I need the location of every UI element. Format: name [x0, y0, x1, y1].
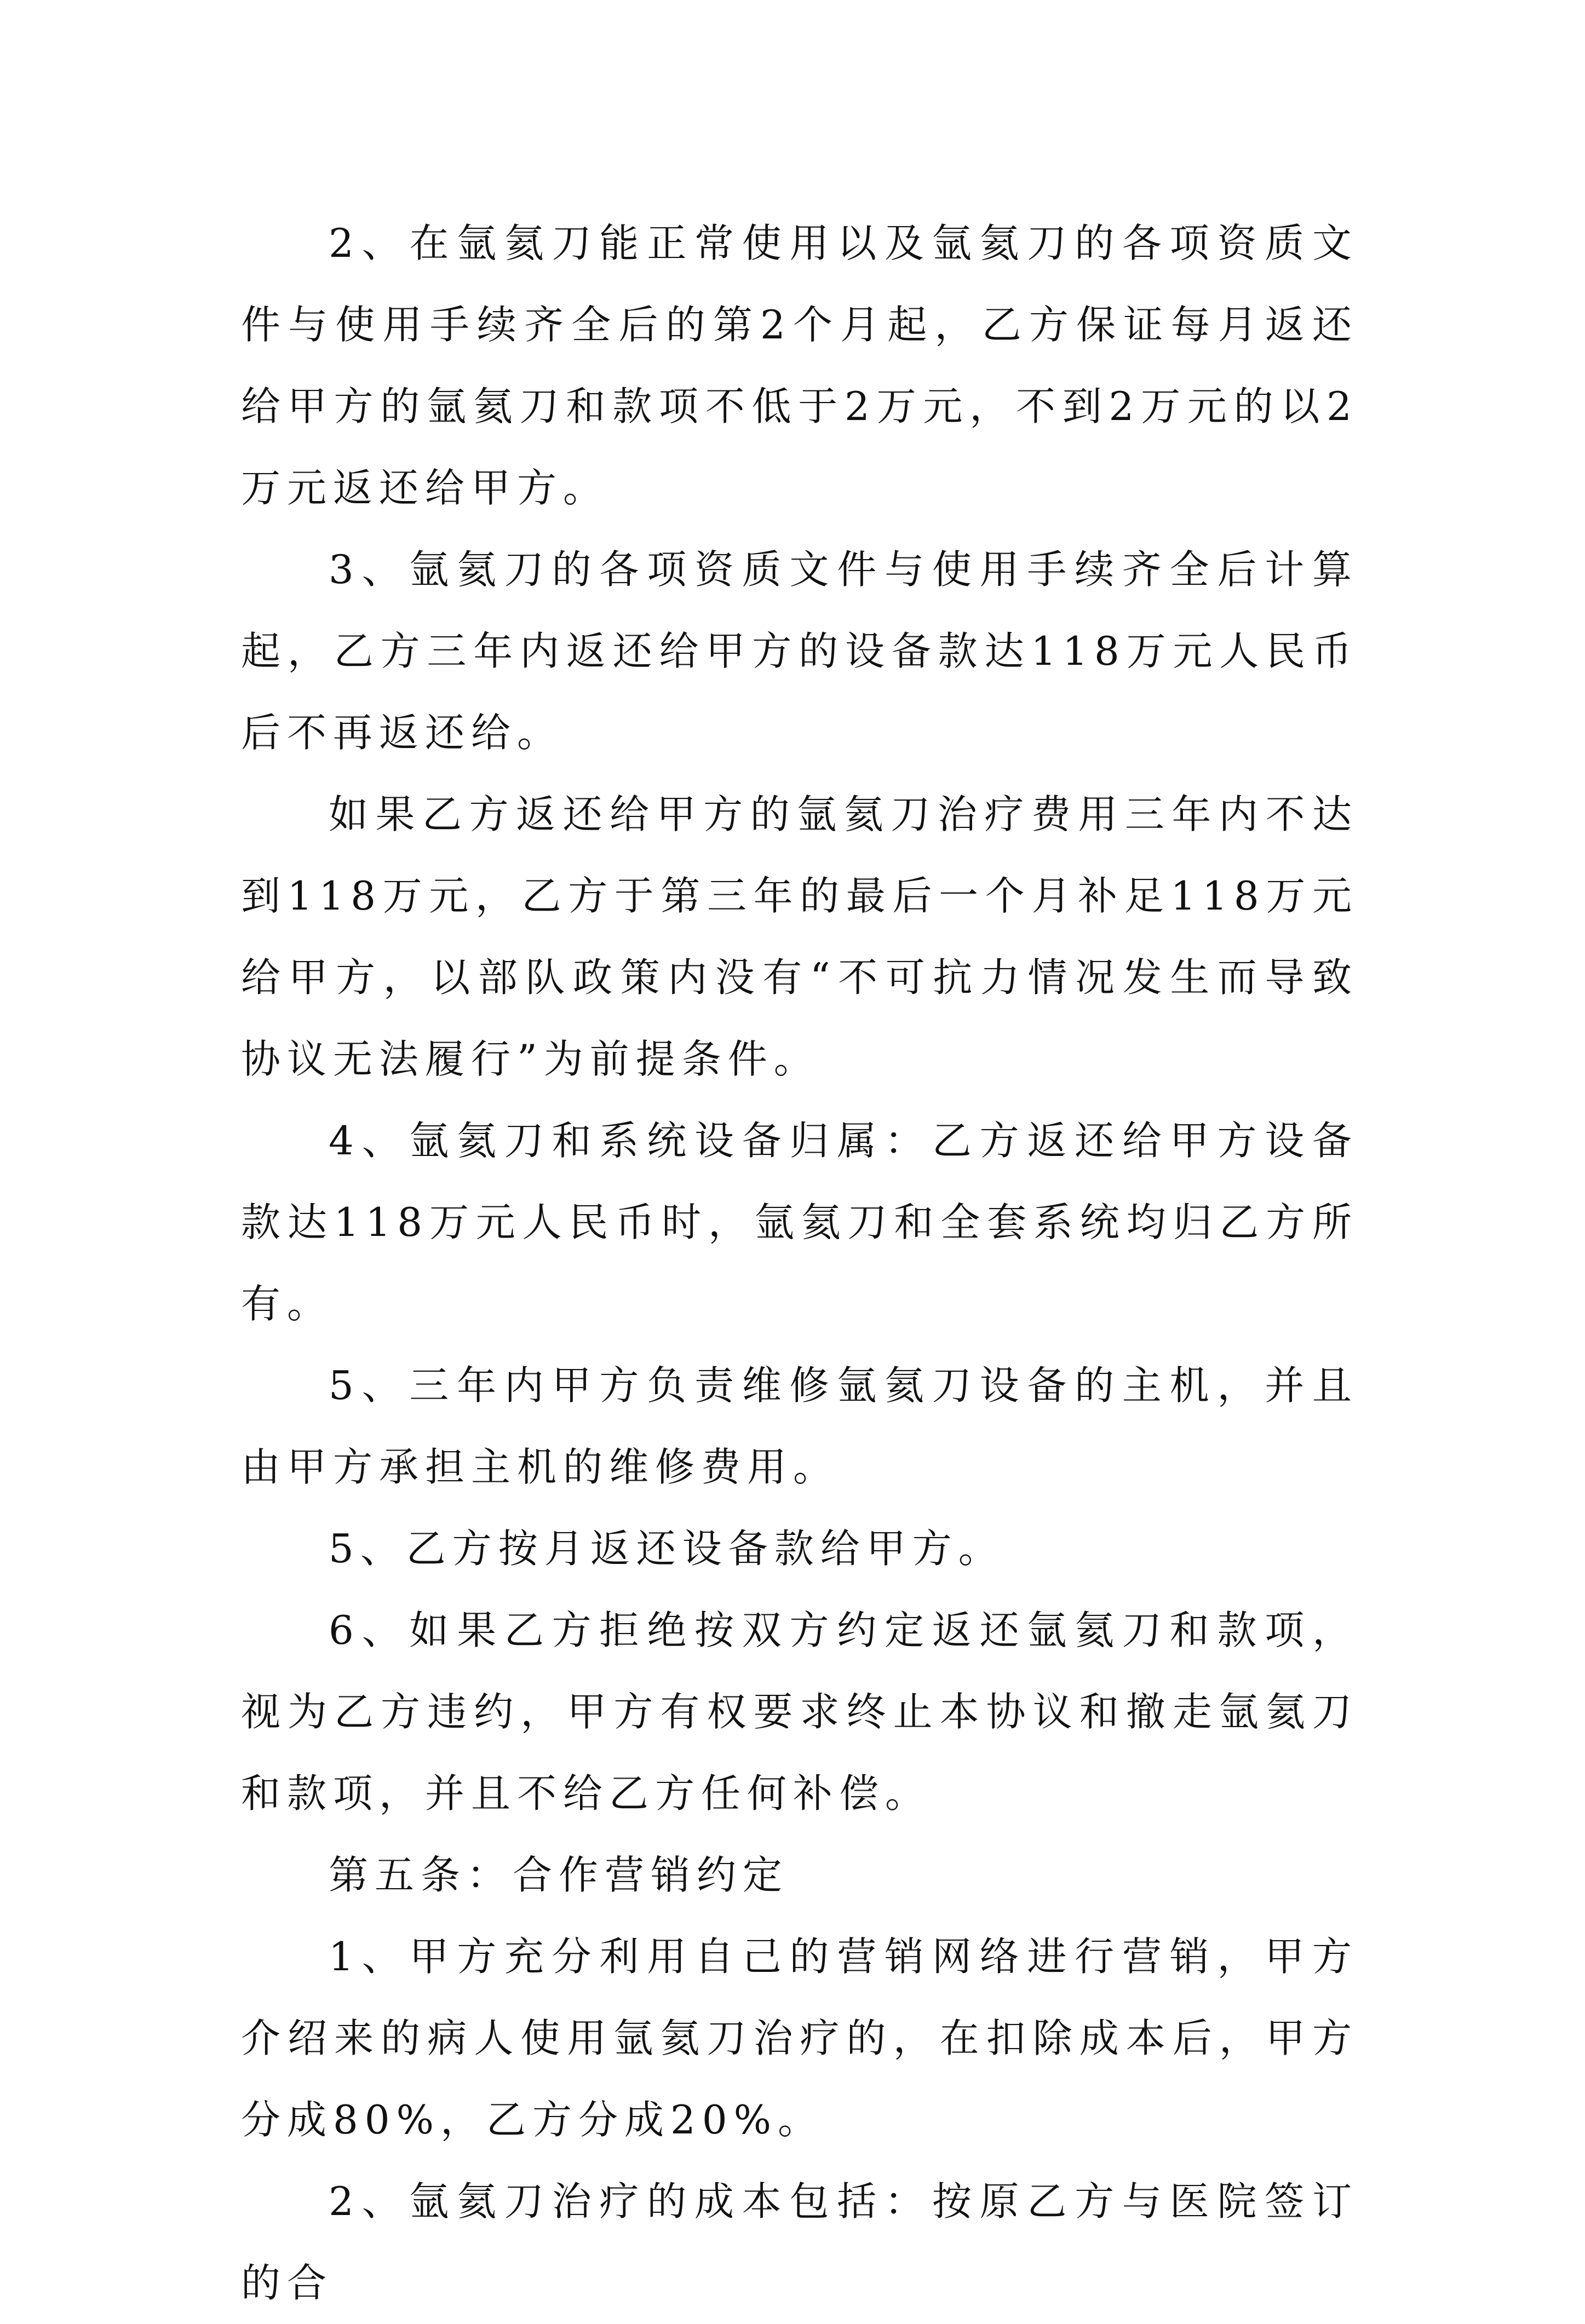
paragraph-clause-5-maintenance: 5、三年内甲方负责维修氩氦刀设备的主机，并且由甲方承担主机的维修费用。 — [241, 1362, 1358, 1490]
paragraph-marketing-2: 2、氩氦刀治疗的成本包括：按原乙方与医院签订的合 — [241, 2178, 1358, 2306]
paragraph-clause-4: 4、氩氦刀和系统设备归属：乙方返还给甲方设备款达118万元人民币时，氩氦刀和全套系统均归乙方所有。 — [241, 1118, 1358, 1327]
section-heading-article-5: 第五条：合作营销约定 — [329, 1852, 789, 1898]
document-body — [241, 203, 1358, 2324]
paragraph-clause-3: 3、氩氦刀的各项资质文件与使用手续齐全后计算起，乙方三年内返还给甲方的设备款达118万元人民币后不再返还给。 — [241, 547, 1358, 756]
paragraph-marketing-1: 1、甲方充分利用自己的营销网络进行营销，甲方介绍来的病人使用氩氦刀治疗的，在扣除成本后，甲方分成80%，乙方分成20%。 — [241, 1934, 1358, 2143]
paragraph-clause-2: 2、在氩氦刀能正常使用以及氩氦刀的各项资质文件与使用手续齐全后的第2个月起，乙方保证每月返还给甲方的氩氦刀和款项不低于2万元，不到2万元的以2万元返还给甲方。 — [241, 220, 1358, 511]
paragraph-shortfall: 如果乙方返还给甲方的氩氦刀治疗费用三年内不达到118万元，乙方于第三年的最后一个月补足118万元给甲方，以部队政策内没有“不可抗力情况发生而导致协议无法履行”为前提条件。 — [241, 791, 1358, 1082]
paragraph-clause-5-monthly: 5、乙方按月返还设备款给甲方。 — [329, 1526, 1004, 1572]
paragraph-clause-6: 6、如果乙方拒绝按双方约定返还氩氦刀和款项，视为乙方违约，甲方有权要求终止本协议和撤走氩氦刀和款项，并且不给乙方任何补偿。 — [241, 1607, 1358, 1816]
